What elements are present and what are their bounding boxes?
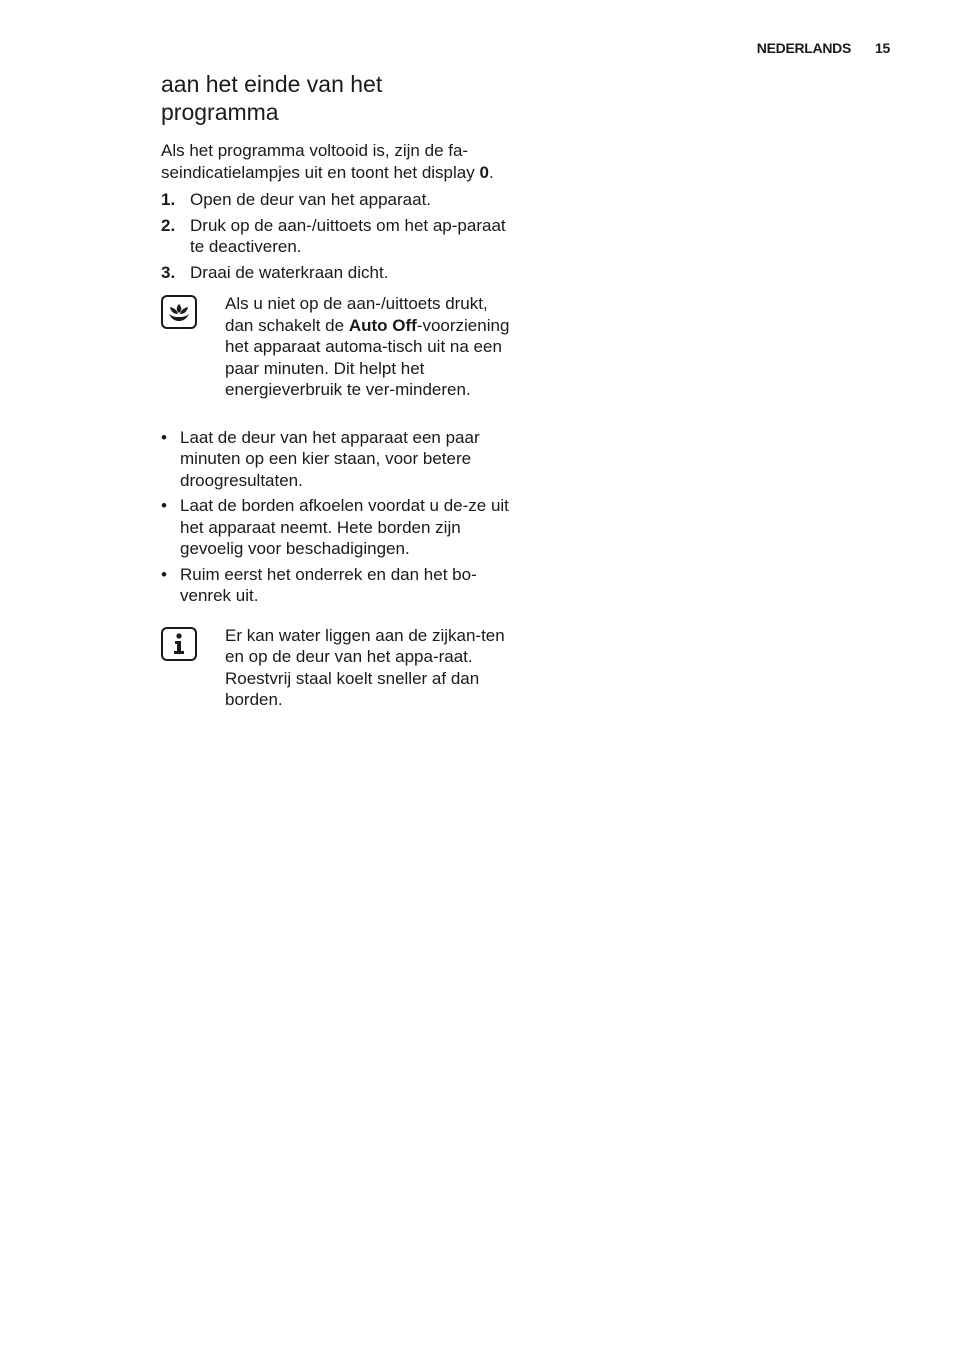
eco-flower-icon [161,295,197,329]
bullet-symbol: • [161,496,167,515]
auto-off-label: Auto Off [348,315,417,335]
display-value: 0 [479,162,489,182]
eco-note-text-after: -voorziening het apparaat automa-tisch uit na een paar minuten. Dit helpt het energieverbruik te ver-minderen. [225,315,510,399]
step-text: Draai de waterkraan dicht. [190,262,389,282]
eco-note-text [225,293,515,401]
step-number: 1. [161,190,176,209]
info-note-text: Er kan water liggen aan de zijkan-ten en op de deur van het appa-raat. Roestvrij staal koelt sneller af dan borden. [225,625,505,709]
eco-note [161,293,517,401]
info-note [161,625,517,711]
section-title: aan het einde van het programma [161,71,383,125]
tip-item [161,495,517,560]
page-header [740,40,890,56]
info-icon [161,627,197,661]
step-number: 2. [161,215,176,235]
tips-list [161,427,517,607]
step-text: Open de deur van het apparaat. [190,190,432,209]
tip-text: Laat de deur van het apparaat een paar minuten op een kier staan, voor betere droogresultaten. [180,427,480,490]
bullet-symbol: • [161,564,167,584]
step-item [161,215,517,258]
intro-end: . [488,162,494,182]
header-language: NEDERLANDS [756,40,852,56]
tip-text: Ruim eerst het onderrek en dan het bo-venrek uit. [180,564,477,605]
tip-item [161,564,517,607]
intro-text: Als het programma voltooid is, zijn de fa-seindicatielampjes uit en toont het display [161,141,480,182]
page-number: 15 [875,40,890,56]
tip-item [161,427,517,492]
intro-paragraph [161,140,517,183]
eco-note-text-before: Als u niet op de aan-/uittoets drukt, dan schakelt de [225,294,488,335]
main-content [161,70,517,711]
step-item [161,189,517,211]
tip-text: Laat de borden afkoelen voordat u de-ze uit het apparaat neemt. Hete borden zijn gevoelig voor beschadigingen. [180,496,509,558]
steps-list [161,189,517,283]
step-text: Druk op de aan-/uittoets om het ap-paraat te deactiveren. [190,215,506,256]
step-number: 3. [161,262,176,282]
bullet-symbol: • [161,427,167,447]
step-item [161,262,517,284]
